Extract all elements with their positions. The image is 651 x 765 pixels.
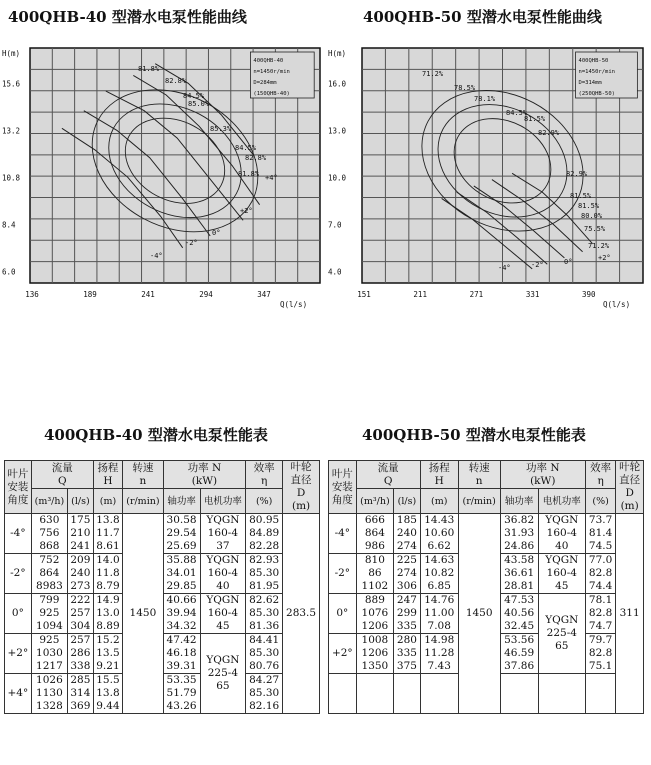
flow-m3h: 666 864 986 xyxy=(356,514,394,554)
flow-ls: 285 314 369 xyxy=(68,674,94,714)
flow-ls: 280 335 375 xyxy=(394,634,421,674)
blade-angle: -4° xyxy=(329,514,357,554)
flow-ls: 175 210 241 xyxy=(68,514,94,554)
blade-angle: +4° xyxy=(5,674,32,714)
angle-label: 0° xyxy=(212,229,221,237)
motor-power-model: YQGN 160-4 40 xyxy=(200,554,246,594)
x-tick-label: 347 xyxy=(257,290,271,299)
efficiency-values: 84.27 85.30 82.16 xyxy=(246,674,283,714)
header-speed-unit: (r/min) xyxy=(123,489,164,514)
efficiency-label: 84.5% xyxy=(235,144,257,152)
x-tick-label: 271 xyxy=(469,290,484,299)
shaft-power-values: 43.58 36.61 28.81 xyxy=(500,554,538,594)
flow-ls: 209 240 273 xyxy=(68,554,94,594)
angle-label: -2° xyxy=(531,261,544,269)
performance-chart-50 xyxy=(326,38,651,313)
inset-text: 400QHB-50 xyxy=(578,58,609,64)
efficiency-values xyxy=(585,674,615,714)
flow-ls: 257 286 338 xyxy=(68,634,94,674)
motor-power-model xyxy=(538,674,585,714)
performance-chart-50-svg xyxy=(326,38,651,313)
flow-m3h xyxy=(356,674,394,714)
y-axis-label: H(m) xyxy=(2,49,21,58)
speed-value: 1450 xyxy=(458,514,500,714)
inset-text: (250QHB-50) xyxy=(578,91,615,97)
header-row xyxy=(5,461,320,489)
header-angle: 叶片 安装 角度 xyxy=(5,461,32,514)
x-tick-label: 189 xyxy=(83,290,97,299)
blade-angle: -2° xyxy=(5,554,32,594)
motor-power-model: YQGN 225-4 65 xyxy=(200,634,246,714)
table-title-40: 400QHB-40 型潜水电泵性能表 xyxy=(44,426,268,444)
efficiency-label: 85.3% xyxy=(210,125,232,133)
efficiency-label: 81.8% xyxy=(238,170,260,178)
flow-ls: 247 299 335 xyxy=(394,594,421,634)
header-shaft-power: 轴功率 xyxy=(500,489,538,514)
shaft-power-values: 53.35 51.79 43.26 xyxy=(163,674,200,714)
y-tick-label: 13.0 xyxy=(328,126,347,136)
performance-table-50 xyxy=(328,460,644,714)
flow-ls xyxy=(394,674,421,714)
efficiency-values: 79.7 82.8 75.1 xyxy=(585,634,615,674)
header-efficiency: 效率 η xyxy=(246,461,283,489)
efficiency-label: 75.5% xyxy=(584,225,606,233)
flow-m3h: 1026 1130 1328 xyxy=(31,674,67,714)
x-tick-label: 294 xyxy=(199,290,213,299)
header-speed-unit: (r/min) xyxy=(458,489,500,514)
shaft-power-values xyxy=(500,674,538,714)
y-tick-label: 6.0 xyxy=(2,267,16,277)
header-efficiency-unit: (%) xyxy=(246,489,283,514)
inset-text: n=1450r/min xyxy=(253,69,290,75)
header-head: 扬程 H xyxy=(93,461,122,489)
flow-ls: 222 257 304 xyxy=(68,594,94,634)
y-tick-label: 15.6 xyxy=(2,79,21,89)
header-flow-unit-m3h: (m³/h) xyxy=(31,489,67,514)
x-tick-label: 151 xyxy=(357,290,371,299)
header-angle: 叶片 安装 角度 xyxy=(329,461,357,514)
header-head-unit: (m) xyxy=(93,489,122,514)
head-values: 15.2 13.5 9.21 xyxy=(93,634,122,674)
header-diameter: 叶轮 直径 D (m) xyxy=(616,461,644,514)
y-axis-label: H(m) xyxy=(328,49,347,58)
head-values: 14.98 11.28 7.43 xyxy=(420,634,458,674)
efficiency-label: 81.5% xyxy=(570,192,592,200)
y-tick-label: 16.0 xyxy=(328,79,347,89)
flow-ls: 185 240 274 xyxy=(394,514,421,554)
angle-label: 0° xyxy=(564,258,573,266)
header-diameter: 叶轮 直径 D (m) xyxy=(283,461,320,514)
flow-m3h: 810 86 1102 xyxy=(356,554,394,594)
blade-angle: 0° xyxy=(5,594,32,634)
efficiency-values: 73.7 81.4 74.5 xyxy=(585,514,615,554)
speed-value: 1450 xyxy=(123,514,164,714)
flow-m3h: 799 925 1094 xyxy=(31,594,67,634)
x-tick-label: 211 xyxy=(413,290,427,299)
flow-ls: 225 274 306 xyxy=(394,554,421,594)
y-tick-label: 7.0 xyxy=(328,220,342,230)
head-values: 14.0 11.8 8.79 xyxy=(93,554,122,594)
header-row xyxy=(5,489,320,514)
header-row xyxy=(329,489,644,514)
angle-label: -4° xyxy=(150,252,163,260)
motor-power-model: YQGN 160-4 45 xyxy=(200,594,246,634)
head-values: 14.63 10.82 6.85 xyxy=(420,554,458,594)
impeller-diameter: 283.5 xyxy=(283,514,320,714)
efficiency-label: 82.9% xyxy=(566,170,588,178)
efficiency-label: 82.8% xyxy=(165,77,187,85)
x-axis-label: Q(l/s) xyxy=(280,300,308,309)
header-flow: 流量 Q xyxy=(356,461,420,489)
shaft-power-values: 30.58 29.54 25.69 xyxy=(163,514,200,554)
angle-label: -2° xyxy=(185,239,198,247)
flow-m3h: 752 864 8983 xyxy=(31,554,67,594)
head-values: 14.9 13.0 8.89 xyxy=(93,594,122,634)
x-tick-label: 390 xyxy=(582,290,596,299)
shaft-power-values: 40.66 39.94 34.32 xyxy=(163,594,200,634)
chart-title-50: 400QHB-50 型潜水电泵性能曲线 xyxy=(363,8,602,26)
header-flow: 流量 Q xyxy=(31,461,93,489)
flow-m3h: 925 1030 1217 xyxy=(31,634,67,674)
efficiency-label: 84.5% xyxy=(506,109,528,117)
shaft-power-values: 53.56 46.59 37.86 xyxy=(500,634,538,674)
efficiency-values: 82.93 85.30 81.95 xyxy=(246,554,283,594)
efficiency-label: 81.5% xyxy=(524,115,546,123)
efficiency-values: 82.62 85.30 81.36 xyxy=(246,594,283,634)
header-power: 功率 N (kW) xyxy=(500,461,585,489)
shaft-power-values: 47.53 40.56 32.45 xyxy=(500,594,538,634)
inset-text: D=284mm xyxy=(253,80,277,86)
header-flow-unit-m3h: (m³/h) xyxy=(356,489,394,514)
motor-power-model: YQGN 160-4 37 xyxy=(200,514,246,554)
inset-text: (150QHB-40) xyxy=(253,91,290,97)
head-values: 14.43 10.60 6.62 xyxy=(420,514,458,554)
header-motor-power: 电机功率 xyxy=(200,489,246,514)
efficiency-label: 85.0% xyxy=(188,100,210,108)
efficiency-label: 81.8% xyxy=(138,65,160,73)
efficiency-label: 80.0% xyxy=(581,212,603,220)
x-tick-label: 241 xyxy=(141,290,155,299)
blade-angle: -4° xyxy=(5,514,32,554)
header-flow-unit-ls: (l/s) xyxy=(68,489,94,514)
header-shaft-power: 轴功率 xyxy=(163,489,200,514)
table-title-50: 400QHB-50 型潜水电泵性能表 xyxy=(362,426,586,444)
blade-angle: -2° xyxy=(329,554,357,594)
header-speed: 转速 n xyxy=(458,461,500,489)
blade-angle: +2° xyxy=(5,634,32,674)
y-tick-label: 13.2 xyxy=(2,126,21,136)
shaft-power-values: 35.88 34.01 29.85 xyxy=(163,554,200,594)
header-efficiency: 效率 η xyxy=(585,461,615,489)
header-head: 扬程 H xyxy=(420,461,458,489)
y-tick-label: 8.4 xyxy=(2,220,16,230)
efficiency-values: 84.41 85.30 80.76 xyxy=(246,634,283,674)
efficiency-label: 78.5% xyxy=(454,84,476,92)
header-head-unit: (m) xyxy=(420,489,458,514)
performance-table-40 xyxy=(4,460,320,714)
angle-label: +2° xyxy=(240,207,253,215)
x-tick-label: 136 xyxy=(25,290,39,299)
efficiency-label: 81.5% xyxy=(578,202,600,210)
motor-power-model: YQGN 160-4 45 xyxy=(538,554,585,594)
inset-text: D=314mm xyxy=(578,80,602,86)
efficiency-values: 77.0 82.8 74.4 xyxy=(585,554,615,594)
blade-angle: 0° xyxy=(329,594,357,634)
header-flow-unit-ls: (l/s) xyxy=(394,489,421,514)
header-motor-power: 电机功率 xyxy=(538,489,585,514)
efficiency-values: 78.1 82.8 74.7 xyxy=(585,594,615,634)
y-tick-label: 10.0 xyxy=(328,173,347,183)
efficiency-label: 78.1% xyxy=(474,95,496,103)
performance-chart-40-svg xyxy=(0,38,325,313)
efficiency-values: 80.95 84.89 82.28 xyxy=(246,514,283,554)
efficiency-label: 71.2% xyxy=(422,70,444,78)
efficiency-label: 71.2% xyxy=(588,242,610,250)
flow-m3h: 1008 1206 1350 xyxy=(356,634,394,674)
head-values: 13.8 11.7 8.61 xyxy=(93,514,122,554)
y-tick-label: 4.0 xyxy=(328,267,342,277)
motor-power-model: YQGN 160-4 40 xyxy=(538,514,585,554)
header-speed: 转速 n xyxy=(123,461,164,489)
efficiency-label: 82.8% xyxy=(245,154,267,162)
shaft-power-values: 47.42 46.18 39.31 xyxy=(163,634,200,674)
angle-label: +2° xyxy=(598,254,611,262)
angle-label: +4° xyxy=(265,174,278,182)
header-power: 功率 N (kW) xyxy=(163,461,246,489)
y-tick-label: 10.8 xyxy=(2,173,21,183)
head-values: 15.5 13.8 9.44 xyxy=(93,674,122,714)
header-row xyxy=(329,461,644,489)
blade-angle xyxy=(329,674,357,714)
shaft-power-values: 36.82 31.93 24.86 xyxy=(500,514,538,554)
head-values xyxy=(420,674,458,714)
performance-chart-40 xyxy=(0,38,325,313)
chart-title-40: 400QHB-40 型潜水电泵性能曲线 xyxy=(8,8,247,26)
x-axis-label: Q(l/s) xyxy=(603,300,631,309)
flow-m3h: 889 1076 1206 xyxy=(356,594,394,634)
flow-m3h: 630 756 868 xyxy=(31,514,67,554)
blade-angle: +2° xyxy=(329,634,357,674)
efficiency-label: 84.5% xyxy=(183,92,205,100)
header-efficiency-unit: (%) xyxy=(585,489,615,514)
efficiency-label: 82.9% xyxy=(538,129,560,137)
head-values: 14.76 11.00 7.08 xyxy=(420,594,458,634)
angle-label: -4° xyxy=(498,264,511,272)
inset-text: n=1450r/min xyxy=(578,69,615,75)
motor-power-model: YQGN 225-4 65 xyxy=(538,594,585,674)
x-tick-label: 331 xyxy=(525,290,540,299)
inset-text: 400QHB-40 xyxy=(253,58,284,64)
impeller-diameter: 311 xyxy=(616,514,644,714)
